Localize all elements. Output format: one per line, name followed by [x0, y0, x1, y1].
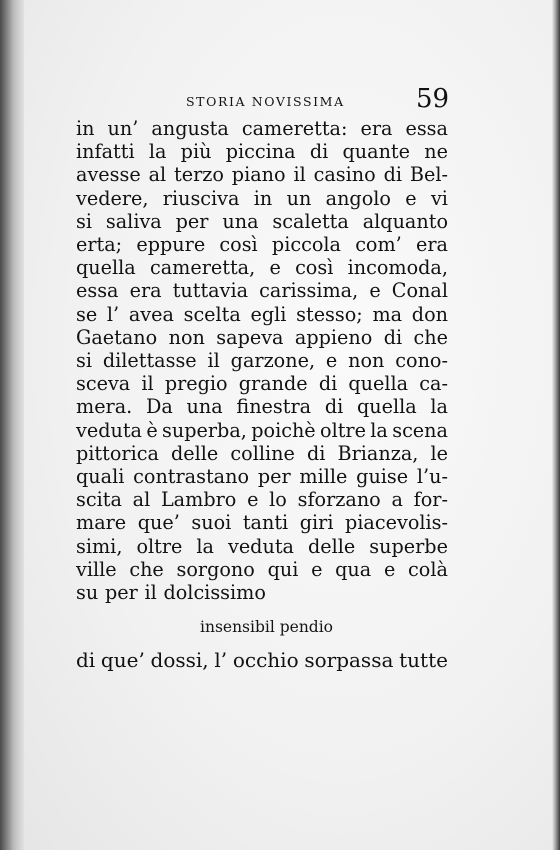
word: sceva: [76, 372, 131, 396]
word: scelta: [183, 302, 241, 326]
text-line: [76, 511, 448, 534]
word: for-: [413, 488, 448, 512]
word: qui: [267, 557, 299, 581]
word: veduta: [76, 418, 142, 442]
word: Gaetano: [76, 325, 158, 349]
word: a: [391, 488, 403, 512]
word: di: [383, 163, 402, 187]
word: appieno: [294, 325, 373, 349]
word: delle: [171, 441, 219, 465]
word: di: [324, 395, 344, 419]
text-line: [76, 117, 448, 140]
text-line: [76, 349, 448, 372]
word: don: [411, 302, 448, 326]
word: di: [309, 140, 329, 164]
word: colline: [230, 441, 295, 465]
word: quella: [76, 256, 136, 280]
word: avea: [128, 302, 174, 326]
word: pregio: [164, 372, 228, 396]
word: quella: [356, 395, 417, 419]
word: quella: [348, 372, 409, 396]
word: la: [196, 534, 214, 558]
word: pittorica: [76, 441, 159, 465]
text-line: [76, 465, 448, 488]
word: superba,: [162, 418, 247, 442]
word: al: [132, 488, 151, 512]
word: oltre: [136, 534, 183, 558]
word: in: [253, 186, 273, 210]
page-number: 59: [416, 84, 450, 114]
word: poichè: [251, 418, 316, 442]
word: com’: [355, 233, 402, 257]
word: per: [257, 465, 291, 489]
word: infatti: [76, 140, 135, 164]
word: tanti: [242, 511, 289, 535]
word: Da: [145, 395, 173, 419]
book-page: [24, 0, 552, 850]
word: occhio: [232, 648, 299, 672]
word: e: [269, 256, 281, 280]
text-line: [76, 558, 448, 581]
word: contrastano: [133, 465, 250, 489]
word: mera.: [76, 395, 133, 419]
word: dolcissimo: [163, 581, 266, 605]
word: que’: [137, 511, 180, 535]
word: stesso;: [296, 302, 363, 326]
word: sforzano: [297, 488, 381, 512]
word: che: [129, 557, 164, 581]
word: sorgono: [176, 557, 255, 581]
word: simi,: [76, 534, 123, 558]
word: l’u-: [416, 465, 448, 489]
word: un: [286, 186, 312, 210]
word: così: [219, 233, 258, 257]
text-line: [76, 279, 448, 302]
word: casino: [313, 163, 376, 187]
word: si: [76, 209, 92, 233]
word: que’: [100, 648, 145, 672]
word: angolo: [325, 186, 391, 210]
word: una: [186, 395, 223, 419]
body-text: [76, 117, 448, 604]
word: vedere,: [76, 186, 149, 210]
continuation-line: [76, 648, 448, 672]
word: ne: [424, 140, 448, 164]
word: cono-: [395, 349, 448, 373]
text-line: [76, 442, 448, 465]
word: ville: [76, 557, 117, 581]
word: un’: [107, 117, 139, 140]
word: sapeva: [216, 325, 284, 349]
word: si: [76, 349, 92, 373]
text-line: [76, 488, 448, 511]
word: giri: [299, 511, 334, 535]
text-line: [76, 303, 448, 326]
word: è: [146, 418, 158, 442]
word: cameretta,: [149, 256, 256, 280]
word: oltre: [320, 418, 366, 442]
word: piccina: [225, 140, 296, 164]
word: Bel-: [409, 163, 448, 187]
word: suoi: [191, 511, 232, 535]
word: Conal: [391, 279, 448, 303]
word: Brianza,: [337, 441, 419, 465]
word: scaletta: [272, 209, 349, 233]
word: e: [405, 186, 417, 210]
text-line: [76, 395, 448, 418]
word: una: [222, 209, 259, 233]
word: garzone,: [230, 349, 316, 373]
text-line: [76, 210, 448, 233]
word: mare: [76, 511, 127, 535]
word: essa: [76, 279, 119, 303]
word: di: [383, 325, 403, 349]
word: veduta: [227, 534, 294, 558]
word: incomoda,: [347, 256, 448, 280]
word: tuttavia: [172, 279, 249, 303]
word: così: [295, 256, 334, 280]
word: riusciva: [162, 186, 240, 210]
book-gutter-shadow: [0, 0, 24, 850]
word: e: [325, 349, 338, 373]
word: qua: [335, 557, 372, 581]
word: la: [430, 395, 448, 419]
word: per: [175, 209, 209, 233]
word: di: [76, 648, 96, 672]
text-line: [76, 187, 448, 210]
word: delle: [308, 534, 356, 558]
word: il: [293, 163, 306, 187]
page-edge-shadow: [552, 0, 560, 850]
word: le: [430, 441, 448, 465]
running-title: STORIA NOVISSIMA: [186, 94, 345, 109]
word: finestra: [236, 395, 312, 419]
text-line: [76, 419, 448, 442]
word: avesse: [76, 163, 141, 187]
word: quante: [342, 140, 410, 164]
verse-quotation: insensibil pendio: [200, 618, 334, 636]
word: scita: [76, 488, 122, 512]
word: eppure: [136, 233, 206, 257]
word: lo: [269, 488, 287, 512]
word: il: [141, 372, 154, 396]
word: la: [148, 140, 167, 164]
word: era: [129, 279, 162, 303]
word: e: [247, 488, 259, 512]
word: ma: [372, 302, 403, 326]
word: e: [383, 557, 396, 581]
word: più: [180, 140, 212, 164]
word: angusta: [151, 117, 229, 140]
word: piano: [231, 163, 286, 187]
word: di: [306, 441, 326, 465]
word: saliva: [105, 209, 162, 233]
word: carissima,: [259, 279, 359, 303]
word: in: [76, 117, 95, 140]
word: di: [318, 372, 338, 396]
word: erta;: [76, 233, 123, 257]
word: era: [360, 117, 393, 140]
word: il: [144, 581, 157, 605]
text-line: [76, 581, 448, 604]
word: scena: [392, 418, 448, 442]
word: quali: [76, 465, 125, 489]
word: su: [76, 581, 99, 605]
word: sorpassa: [304, 648, 394, 672]
word: e: [369, 279, 381, 303]
word: non: [168, 325, 205, 349]
word: guise: [356, 465, 409, 489]
word: se: [76, 302, 98, 326]
word: grande: [238, 372, 308, 396]
word: era: [416, 233, 448, 257]
word: tutte: [399, 648, 448, 672]
text-line: [76, 372, 448, 395]
word: alquanto: [362, 209, 448, 233]
text-line: [76, 256, 448, 279]
word: cameretta:: [241, 117, 348, 140]
word: piccola: [271, 233, 341, 257]
word: al: [148, 163, 167, 187]
word: Lambro: [160, 488, 237, 512]
word: ca-: [419, 372, 448, 396]
word: vi: [430, 186, 448, 210]
word: per: [104, 581, 138, 605]
word: terzo: [174, 163, 224, 187]
word: egli: [250, 302, 287, 326]
word: dossi,: [150, 648, 209, 672]
word: colà: [408, 557, 448, 581]
text-line: [76, 535, 448, 558]
word: dilettasse: [102, 349, 197, 373]
word: che: [413, 325, 448, 349]
word: il: [207, 349, 220, 373]
text-line: [76, 233, 448, 256]
word: mille: [299, 465, 348, 489]
word: essa: [405, 117, 448, 140]
word: l’: [106, 302, 120, 326]
text-line: [76, 163, 448, 186]
word: l’: [214, 648, 228, 672]
word: non: [348, 349, 385, 373]
text-line: [76, 140, 448, 163]
word: la: [370, 418, 388, 442]
word: e: [311, 557, 323, 581]
text-line: [76, 326, 448, 349]
word: piacevolis-: [345, 511, 448, 535]
word: superbe: [369, 534, 448, 558]
